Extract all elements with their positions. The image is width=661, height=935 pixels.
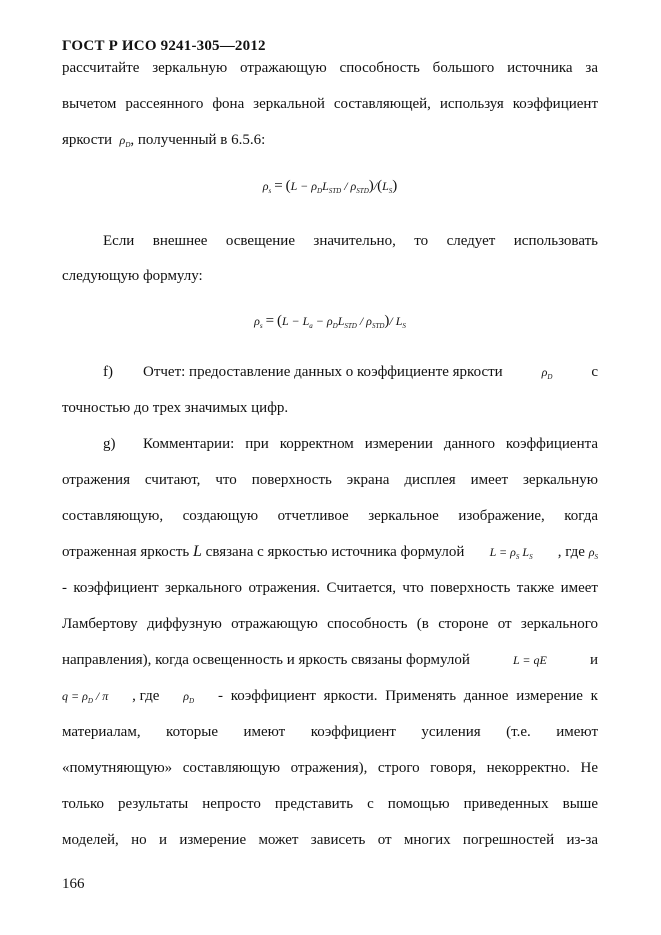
text-line xyxy=(103,362,598,387)
text-line xyxy=(62,130,598,155)
text-fragment: , полученный в 6.5.6: xyxy=(130,132,266,148)
text-line: «помутняющую» составляющую отражения), строго говоря, некорректно. Не xyxy=(62,760,598,776)
text-fragment: связана с яркостью источника формулой xyxy=(205,544,465,560)
formula-symbol: $\rho_S$ xyxy=(588,545,598,561)
text-line xyxy=(62,686,598,711)
formula-inline: L = qE xyxy=(512,653,547,667)
text-line: только результаты непросто представить с помощью приведенных выше xyxy=(62,796,598,812)
text-line: следующую формулу: xyxy=(62,268,203,284)
text-line: рассчитайте зеркальную отражающую способность большого источника за xyxy=(62,60,598,76)
text-fragment: яркости xyxy=(62,132,113,148)
formula-symbol: $\rho_D$ xyxy=(183,689,195,705)
formula-symbol: L xyxy=(193,543,202,560)
text-fragment: направления), когда освещенность и яркость связаны формулой xyxy=(62,652,470,668)
document-header: ГОСТ Р ИСО 9241-305—2012 xyxy=(62,38,266,54)
text-line: Ламбертову диффузную отражающую способность (в стороне от зеркального xyxy=(62,616,598,632)
text-line: вычетом рассеянного фона зеркальной составляющей, используя коэффициент xyxy=(62,96,598,112)
text-line: точностью до трех значимых цифр. xyxy=(62,400,289,416)
text-fragment: , где xyxy=(557,544,585,560)
text-line: составляющую, создающую отчетливое зеркальное изображение, когда xyxy=(62,508,598,524)
text-line xyxy=(62,542,598,567)
text-line: - коэффициент зеркального отражения. Считается, что поверхность также имеет xyxy=(62,580,598,596)
text-fragment: с xyxy=(591,364,598,380)
text-line xyxy=(103,434,598,454)
text-fragment: - коэффициент яркости. Применять данное измерение к xyxy=(217,688,598,704)
text-fragment: и xyxy=(589,652,598,668)
formula-symbol: $\rho_D$ xyxy=(541,365,553,381)
formula-inline: $L = \rho_S$ $L_S$ xyxy=(489,545,533,561)
list-label: f) xyxy=(103,364,113,380)
text-line: отражения считают, что поверхность экрана дисплея имеет зеркальную xyxy=(62,472,598,488)
formula-inline: $q = \rho_D / \pi$ xyxy=(62,689,109,705)
text-fragment: Отчет: предоставление данных о коэффициенте яркости xyxy=(143,364,503,380)
page-number: 166 xyxy=(62,876,85,892)
text-fragment: отраженная яркость xyxy=(62,544,190,560)
text-fragment: Комментарии: при корректном измерении данного коэффициента xyxy=(143,436,598,452)
formula-symbol: $\rho_D$ xyxy=(119,133,131,149)
text-line xyxy=(62,650,598,670)
text-line: материалам, которые имеют коэффициент усиления (т.е. имеют xyxy=(62,724,598,740)
text-fragment: , где xyxy=(132,688,160,704)
list-label: g) xyxy=(103,436,116,452)
formula-specular-reflectance: $\rho_s = (L - \rho_DL_{STD} / \rho_{STD})/(L_S)$ xyxy=(262,178,398,195)
text-line: моделей, но и измерение может зависеть от многих погрешностей из-за xyxy=(62,832,598,848)
text-line: Если внешнее освещение значительно, то следует использовать xyxy=(103,233,598,249)
formula-specular-reflectance-ambient: $\rho_s = (L - L_a - \rho_DL_{STD} / \rho_{STD})/$ $L_S$ xyxy=(254,313,406,330)
